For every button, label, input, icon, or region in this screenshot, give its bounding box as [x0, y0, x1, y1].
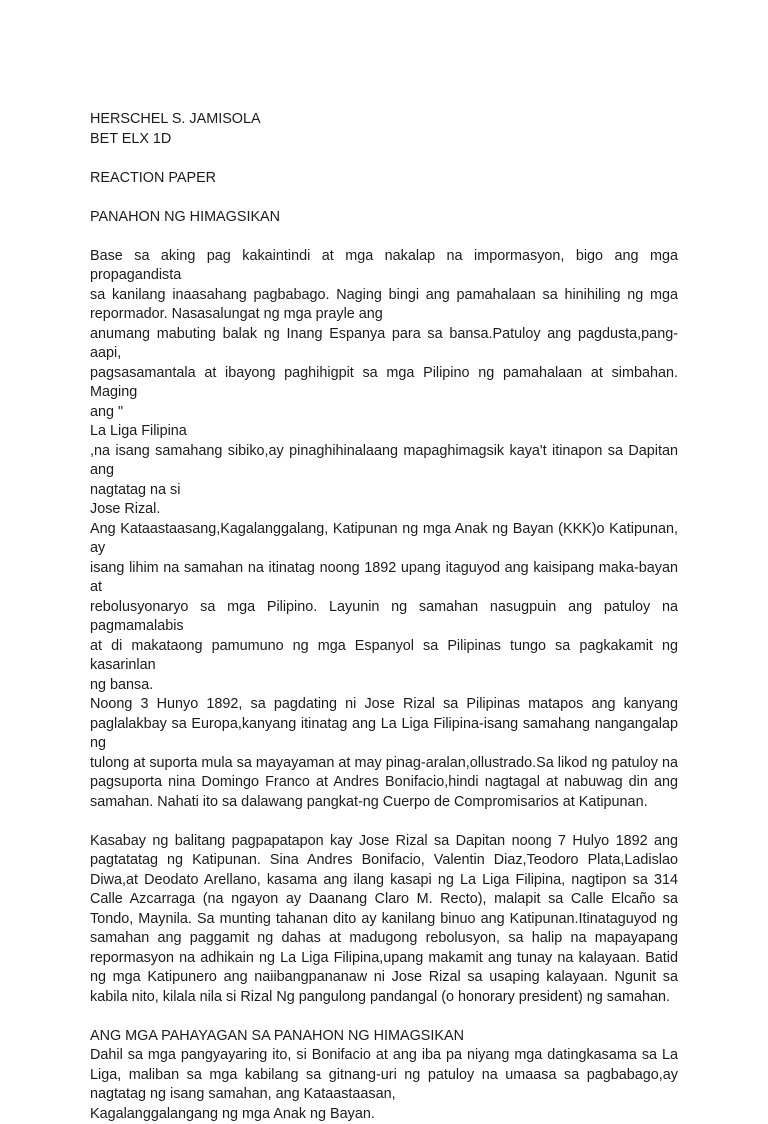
text-line: pagsasamantala at ibayong paghihigpit sa mga Pilipino ng pamahalaan at simbahan. Maging: [90, 364, 678, 403]
document-type: REACTION PAPER: [90, 169, 678, 189]
text-line: repormador. Nasasalungat ng mga prayle ang: [90, 305, 678, 325]
text-line: sa kanilang inaasahang pagbabago. Naging bingi ang pamahalaan sa hinihiling ng mga: [90, 286, 678, 306]
document-title: PANAHON NG HIMAGSIKAN: [90, 208, 678, 228]
text-line: ng bansa.: [90, 676, 678, 696]
text-line: Kagalanggalangang ng mga Anak ng Bayan.: [90, 1105, 678, 1124]
text-line: Diwa,at Deodato Arellano, kasama ang ilang kasapi ng La Liga Filipina, nagtipon sa 314: [90, 871, 678, 891]
text-line: ng mga Katipunero ang naiibangpananaw ni Jose Rizal sa usaping kalayaan. Ngunit sa: [90, 968, 678, 988]
text-line: ang ": [90, 403, 678, 423]
text-line: Jose Rizal.: [90, 500, 678, 520]
course-section: BET ELX 1D: [90, 130, 678, 150]
text-line: at di makataong pamumuno ng mga Espanyol sa Pilipinas tungo sa pagkakamit ng kasarinlan: [90, 637, 678, 676]
text-line: pagtatatag ng Katipunan. Sina Andres Bonifacio, Valentin Diaz,Teodoro Plata,Ladislao: [90, 851, 678, 871]
text-line: kabila nito, kilala nila si Rizal Ng pangulong pandangal (o honorary president) ng samahan.: [90, 988, 678, 1008]
text-line: Noong 3 Hunyo 1892, sa pagdating ni Jose Rizal sa Pilipinas matapos ang kanyang: [90, 695, 678, 715]
text-line: tulong at suporta mula sa mayayaman at may pinag-aralan,ollustrado.Sa likod ng patuloy na: [90, 754, 678, 774]
text-line: Base sa aking pag kakaintindi at mga nakalap na impormasyon, bigo ang mga propagandista: [90, 247, 678, 286]
text-line: La Liga Filipina: [90, 422, 678, 442]
text-line: Liga, maliban sa mga kabilang sa gitnang-uri ng patuloy na umaasa sa pagbabago,ay: [90, 1066, 678, 1086]
text-line: Calle Azcarraga (na ngayon ay Daanang Claro M. Recto), malapit sa Calle Elcaño sa: [90, 890, 678, 910]
text-line: Dahil sa mga pangyayaring ito, si Bonifacio at ang iba pa niyang mga datingkasama sa La: [90, 1046, 678, 1066]
text-line: Tondo, Maynila. Sa munting tahanan dito ay kanilang binuo ang Katipunan.Itinataguyod ng: [90, 910, 678, 930]
text-line: samahan ang paggamit ng dahas at madugong rebolusyon, sa halip na mapayapang: [90, 929, 678, 949]
text-line: Ang Kataastaasang,Kagalanggalang, Katipunan ng mga Anak ng Bayan (KKK)o Katipunan, ay: [90, 520, 678, 559]
text-line: pagsuporta nina Domingo Franco at Andres Bonifacio,hindi nagtagal at nabuwag din ang: [90, 773, 678, 793]
text-line: paglalakbay sa Europa,kanyang itinatag ang La Liga Filipina-isang samahang nangangalap ng: [90, 715, 678, 754]
text-line: samahan. Nahati ito sa dalawang pangkat-ng Cuerpo de Compromisarios at Katipunan.: [90, 793, 678, 813]
text-line: nagtatag ng isang samahan, ang Kataastaasan,: [90, 1085, 678, 1105]
text-line: rebolusyonaryo sa mga Pilipino. Layunin ng samahan nasugpuin ang patuloy na pagmamalabis: [90, 598, 678, 637]
text-line: ,na isang samahang sibiko,ay pinaghihinalaang mapaghimagsik kaya't itinapon sa Dapitan ang: [90, 442, 678, 481]
text-line: nagtatag na si: [90, 481, 678, 501]
text-line: repormasyon na adhikain ng La Liga Filipina,upang makamit ang tunay na kalayaan. Batid: [90, 949, 678, 969]
author-name: HERSCHEL S. JAMISOLA: [90, 110, 678, 130]
section-heading: ANG MGA PAHAYAGAN SA PANAHON NG HIMAGSIKAN: [90, 1027, 678, 1047]
text-line: Kasabay ng balitang pagpapatapon kay Jose Rizal sa Dapitan noong 7 Hulyo 1892 ang: [90, 832, 678, 852]
body-text: [90, 247, 678, 1124]
text-line: isang lihim na samahan na itinatag noong 1892 upang itaguyod ang kaisipang maka-bayan at: [90, 559, 678, 598]
text-line: anumang mabuting balak ng Inang Espanya para sa bansa.Patuloy ang pagdusta,pang-aapi,: [90, 325, 678, 364]
